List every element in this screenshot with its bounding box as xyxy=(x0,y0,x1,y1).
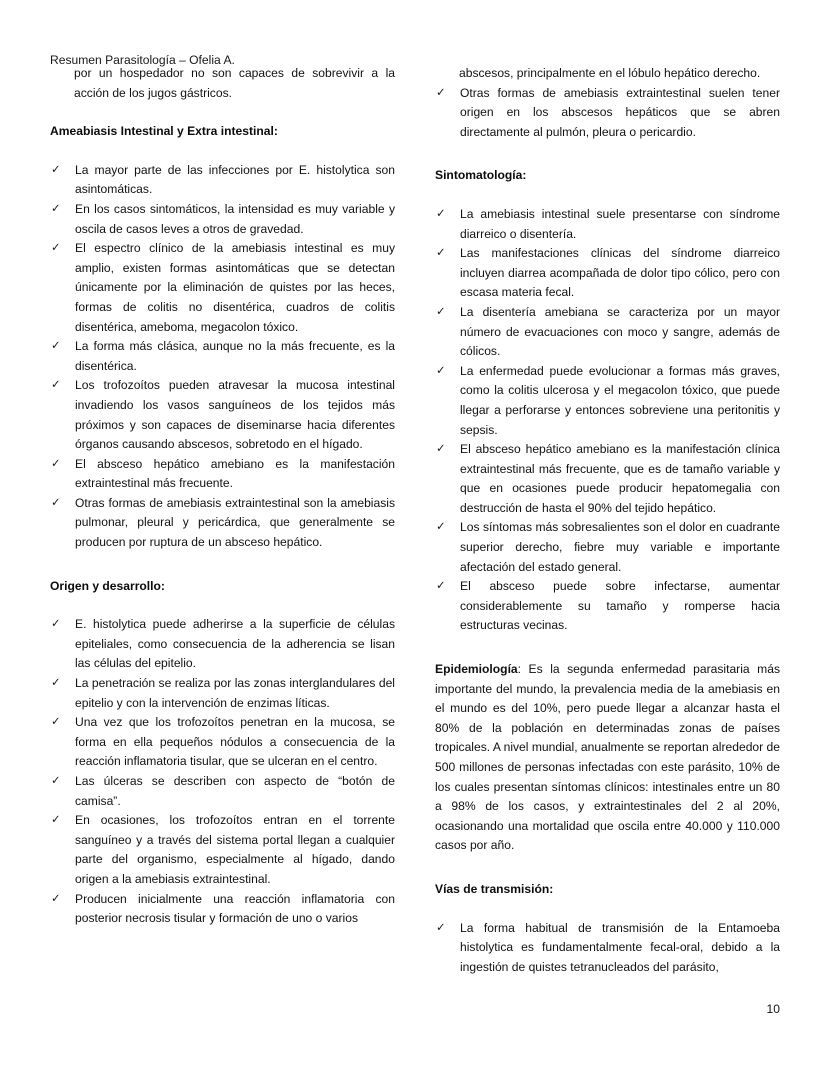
list-item xyxy=(50,890,395,929)
left-column xyxy=(50,64,395,929)
check-icon: ✓ xyxy=(51,677,61,690)
right-bullet-list-2 xyxy=(435,919,780,978)
check-icon: ✓ xyxy=(51,202,61,215)
check-icon: ✓ xyxy=(436,86,446,99)
spacer xyxy=(435,636,780,660)
check-icon: ✓ xyxy=(51,814,61,827)
list-item-text: Otras formas de amebiasis extraintestinal suelen tener origen en los abscesos hepáticos que se abren directamente al pulmón, pleura o pericardio. xyxy=(460,85,780,139)
check-icon: ✓ xyxy=(436,580,446,593)
list-item-text: El absceso hepático amebiano es la manifestación clínica extraintestinal más frecuente, que es de tamaño variable y que en ocasiones puede producir hepatomegalia con destrucción de hasta el 90% del tejido hepático. xyxy=(460,442,780,515)
spacer xyxy=(50,103,395,122)
spacer xyxy=(435,186,780,205)
list-item xyxy=(50,161,395,200)
check-icon: ✓ xyxy=(51,618,61,631)
left-continued-paragraph: por un hospedador no son capaces de sobrevivir a la acción de los jugos gástricos. xyxy=(74,66,395,100)
list-item-text: La enfermedad puede evolucionar a formas más graves, como la colitis ulcerosa y el megacolon tóxico, que puede llegar a perforarse y entonces sobreviene una peritonitis y sepsis. xyxy=(460,363,780,437)
right-continued-paragraph: abscesos, principalmente en el lóbulo hepático derecho. xyxy=(459,66,761,80)
list-item xyxy=(435,84,780,143)
epidemiologia-paragraph xyxy=(435,660,780,856)
list-item-text: Una vez que los trofozoítos penetran en la mucosa, se forma en ella pequeños nódulos a consecuencia de la reacción inflamatoria tisular, que se ulceran en el centro. xyxy=(75,715,395,769)
list-item-text: La forma más clásica, aunque no la más frecuente, es la disentérica. xyxy=(75,339,395,373)
list-item xyxy=(50,494,395,553)
check-icon: ✓ xyxy=(436,305,446,318)
list-item xyxy=(435,303,780,362)
check-icon: ✓ xyxy=(436,921,446,934)
list-item-text: La penetración se realiza por las zonas interglandulares del epitelio y con la intervención de enzimas líticas. xyxy=(75,676,395,710)
check-icon: ✓ xyxy=(51,457,61,470)
check-icon: ✓ xyxy=(51,340,61,353)
left-heading-origen: Origen y desarrollo: xyxy=(50,578,165,593)
list-item-text: La mayor parte de las infecciones por E. histolytica son asintomáticas. xyxy=(75,162,395,197)
left-bullet-list-1 xyxy=(50,161,395,553)
list-item-text: El absceso hepático amebiano es la manifestación extraintestinal más frecuente. xyxy=(75,456,395,491)
list-item-text: En los casos sintomáticos, la intensidad es muy variable y oscila de casos leves a otros de gravedad. xyxy=(75,201,395,236)
check-icon: ✓ xyxy=(436,247,446,260)
list-item xyxy=(50,200,395,239)
left-bullet-list-2 xyxy=(50,615,395,929)
check-icon: ✓ xyxy=(436,521,446,534)
list-item xyxy=(50,772,395,811)
list-item-text: Otras formas de amebiasis extraintestinal son la amebiasis pulmonar, pleural y pericárdica, que generalmente se producen por ruptura de un absceso hepático. xyxy=(75,495,395,550)
check-icon: ✓ xyxy=(436,364,446,377)
list-item xyxy=(50,674,395,713)
list-item xyxy=(435,205,780,244)
two-column-body xyxy=(50,64,780,1014)
list-item-text: El absceso puede sobre infectarse, aumentar considerablemente su tamaño y romperse hacia estructuras vecinas. xyxy=(460,579,780,633)
document-header: Resumen Parasitología – Ofelia A. xyxy=(50,53,235,67)
right-heading-sintomatologia: Sintomatología: xyxy=(435,168,527,183)
spacer xyxy=(435,856,780,880)
check-icon: ✓ xyxy=(51,496,61,509)
list-item xyxy=(435,440,780,518)
spacer xyxy=(435,142,780,166)
list-item xyxy=(435,919,780,978)
right-column xyxy=(435,64,780,977)
spacer xyxy=(50,553,395,577)
check-icon: ✓ xyxy=(51,242,61,255)
spacer xyxy=(50,596,395,615)
list-item-text: La amebiasis intestinal suele presentarse con síndrome diarreico o disentería. xyxy=(460,206,780,241)
list-item xyxy=(50,615,395,674)
list-item xyxy=(435,244,780,303)
check-icon: ✓ xyxy=(51,775,61,787)
list-item-text: La forma habitual de transmisión de la Entamoeba histolytica es fundamentalmente fecal-oral, debido a la ingestión de quistes tetranucleados del parásito, xyxy=(460,920,780,974)
list-item xyxy=(50,376,395,454)
right-bullet-list-0 xyxy=(435,84,780,143)
list-item-text: Producen inicialmente una reacción inflamatoria con posterior necrosis tisular y formación de uno o varios xyxy=(75,891,395,926)
spacer xyxy=(50,142,395,161)
list-item-text: El espectro clínico de la amebiasis intestinal es muy amplio, existen formas asintomáticas que se detectan únicamente por la eliminación de quistes por las heces, formas de colitis no disentérica, cuadros de colitis disentérica, ameboma, megacolon tóxico. xyxy=(75,241,395,334)
check-icon: ✓ xyxy=(51,716,61,729)
right-bullet-list-1 xyxy=(435,205,780,636)
list-item-text: Las manifestaciones clínicas del síndrome diarreico incluyen diarrea acompañada de dolor tipo cólico, pero con escasa materia fecal. xyxy=(460,246,780,300)
list-item xyxy=(50,455,395,494)
epidemiologia-label: Epidemiología xyxy=(435,662,518,677)
list-item-text: La disentería amebiana se caracteriza por un mayor número de evacuaciones con moco y sangre, además de cólicos. xyxy=(460,304,780,359)
list-item-text: En ocasiones, los trofozoítos entran en el torrente sanguíneo y a través del sistema portal llegan a cualquier parte del organismo, especialmente al hígado, dando origen a la amebiasis extraintestinal. xyxy=(75,813,395,886)
left-heading-ameabiasis: Ameabiasis Intestinal y Extra intestinal: xyxy=(50,124,278,139)
list-item xyxy=(50,713,395,772)
list-item-text: Las úlceras se describen con aspecto de “botón de camisa”. xyxy=(75,774,395,808)
list-item xyxy=(50,239,395,337)
page-number: 10 xyxy=(766,1002,780,1016)
list-item-text: E. histolytica puede adherirse a la superficie de células epiteliales, como consecuencia de la adherencia se lisan las células del epitelio. xyxy=(75,617,395,671)
right-heading-vias: Vías de transmisión: xyxy=(435,881,554,896)
check-icon: ✓ xyxy=(436,207,446,220)
check-icon: ✓ xyxy=(436,443,446,456)
list-item xyxy=(435,577,780,636)
list-item xyxy=(435,362,780,440)
list-item xyxy=(435,518,780,577)
list-item-text: Los síntomas más sobresalientes son el dolor en cuadrante superior derecho, fiebre muy variable e importante afectación del estado general. xyxy=(460,520,780,574)
check-icon: ✓ xyxy=(51,163,61,176)
list-item xyxy=(50,811,395,889)
list-item-text: Los trofozoítos pueden atravesar la mucosa intestinal invadiendo los vasos sanguíneos de los tejidos más próximos y son capaces de diseminarse hacia diferentes órganos causando abscesos, sobretodo en el hígado. xyxy=(75,378,395,452)
check-icon: ✓ xyxy=(51,892,61,905)
spacer xyxy=(435,900,780,919)
epidemiologia-body: : Es la segunda enfermedad parasitaria más importante del mundo, la prevalencia media de la amebiasis en el mundo es del 10%, pero puede llegar a alcanzar hasta el 80% de la población en determinadas zonas de países tropicales. A nivel mundial, anualmente se reportan alrededor de 500 millones de personas infectadas con este parásito, 10% de los cuales presentan síntomas clínicos: intestinales entre un 80 a 98% de los casos, y extraintestinales del 2 al 20%, ocasionando una mortalidad que oscila entre 40.000 y 110.000 casos por año. xyxy=(435,662,780,853)
check-icon: ✓ xyxy=(51,379,61,392)
list-item xyxy=(50,337,395,376)
